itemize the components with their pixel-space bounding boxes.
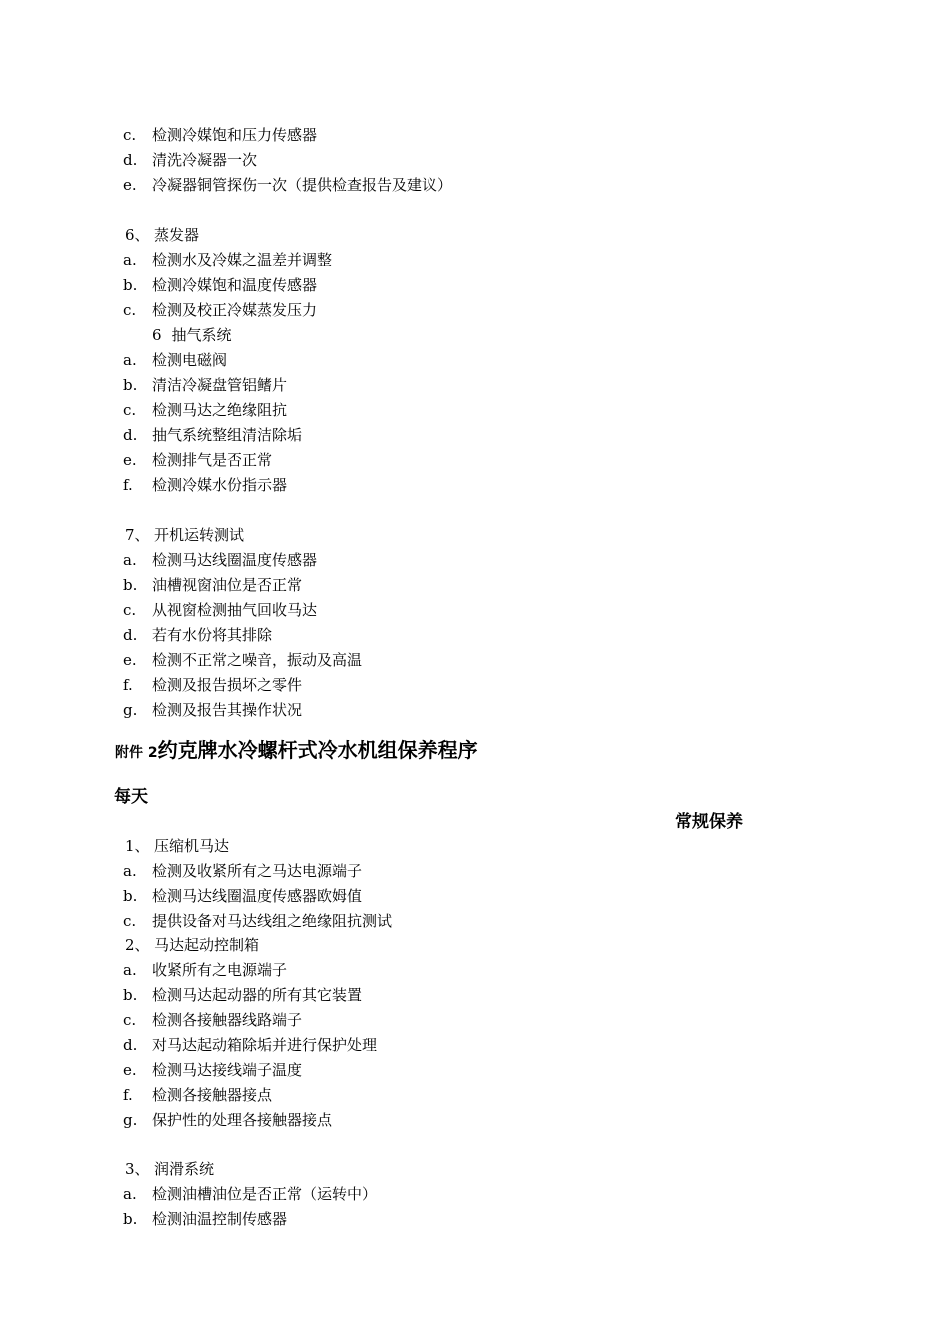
item-marker: a. [123,251,137,269]
heading-text: 润滑系统 [154,1160,215,1178]
item-text: 清洗冷凝器一次 [152,151,258,169]
item-marker: a. [123,551,137,569]
item-marker: g. [123,701,138,719]
title-prefix: 附件 2 [115,745,158,761]
item-marker: a. [123,351,137,369]
item-text: 提供设备对马达线组之绝缘阻抗测试 [152,912,393,930]
item-marker: c. [123,1011,137,1029]
item-marker: b. [123,576,138,594]
item-text: 从视窗检测抽气回收马达 [152,601,318,619]
heading-number: 6、 [125,226,150,244]
item-text: 检测及报告损坏之零件 [152,676,303,694]
item-marker: c. [123,126,137,144]
item-text: 油槽视窗油位是否正常 [152,576,303,594]
item-text: 检测水及冷媒之温差并调整 [152,251,333,269]
title-text: 约克牌水冷螺杆式冷水机组保养程序 [157,738,478,762]
item-text: 检测各接触器线路端子 [152,1011,303,1029]
heading-text: 抽气系统 [171,326,232,344]
item-marker: c. [123,601,137,619]
item-text: 冷凝器铜管探伤一次（提供检查报告及建议） [152,176,453,194]
item-text: 检测马达线圈温度传感器欧姆值 [152,887,363,905]
item-marker: b. [123,986,138,1004]
item-text: 检测冷媒饱和压力传感器 [152,126,318,144]
item-marker: b. [123,1210,138,1228]
item-text: 检测马达起动器的所有其它装置 [152,986,363,1004]
heading-number: 3、 [125,1160,150,1178]
heading-number: 7、 [125,526,150,544]
heading-number: 6 [152,326,162,344]
item-text: 收紧所有之电源端子 [152,961,288,979]
item-marker: a. [123,862,137,880]
item-marker: c. [123,301,137,319]
item-text: 检测马达线圈温度传感器 [152,551,318,569]
item-text: 检测电磁阀 [152,351,228,369]
item-text: 检测马达之绝缘阻抗 [152,401,288,419]
item-text: 若有水份将其排除 [152,626,273,644]
heading-text: 开机运转测试 [154,526,245,544]
category-label: 常规保养 [675,812,743,832]
item-text: 检测不正常之噪音，振动及高温 [152,651,363,669]
item-text: 检测各接触器接点 [152,1086,273,1104]
item-marker: f. [123,676,133,694]
item-text: 检测油槽油位是否正常（运转中） [152,1185,378,1203]
item-marker: b. [123,276,138,294]
item-marker: b. [123,376,138,394]
item-marker: c. [123,912,137,930]
heading-number: 1、 [125,837,150,855]
item-marker: a. [123,961,137,979]
item-text: 检测及报告其操作状况 [152,701,303,719]
heading-text: 马达起动控制箱 [154,936,260,954]
document-title [115,735,478,765]
item-marker: d. [123,626,138,644]
item-text: 检测冷媒水份指示器 [152,476,288,494]
item-text: 抽气系统整组清洁除垢 [152,426,303,444]
heading-text: 压缩机马达 [154,837,230,855]
item-text: 对马达起动箱除垢并进行保护处理 [152,1036,378,1054]
item-marker: e. [123,451,137,469]
item-marker: e. [123,651,137,669]
item-marker: e. [123,176,137,194]
item-marker: e. [123,1061,137,1079]
item-marker: b. [123,887,138,905]
item-text: 清洁冷凝盘管铝鳍片 [152,376,288,394]
item-marker: c. [123,401,137,419]
item-text: 检测及收紧所有之马达电源端子 [152,862,363,880]
item-text: 检测冷媒饱和温度传感器 [152,276,318,294]
item-marker: d. [123,426,138,444]
item-marker: f. [123,1086,133,1104]
item-marker: a. [123,1185,137,1203]
item-marker: d. [123,151,138,169]
item-text: 检测油温控制传感器 [152,1210,288,1228]
item-marker: d. [123,1036,138,1054]
item-marker: f. [123,476,133,494]
item-text: 检测马达接线端子温度 [152,1061,303,1079]
heading-text: 蒸发器 [154,226,200,244]
heading-number: 2、 [125,936,150,954]
item-text: 检测及校正冷媒蒸发压力 [152,301,318,319]
item-text: 检测排气是否正常 [152,451,273,469]
item-text: 保护性的处理各接触器接点 [152,1111,333,1129]
period-label: 每天 [114,787,148,807]
item-marker: g. [123,1111,138,1129]
